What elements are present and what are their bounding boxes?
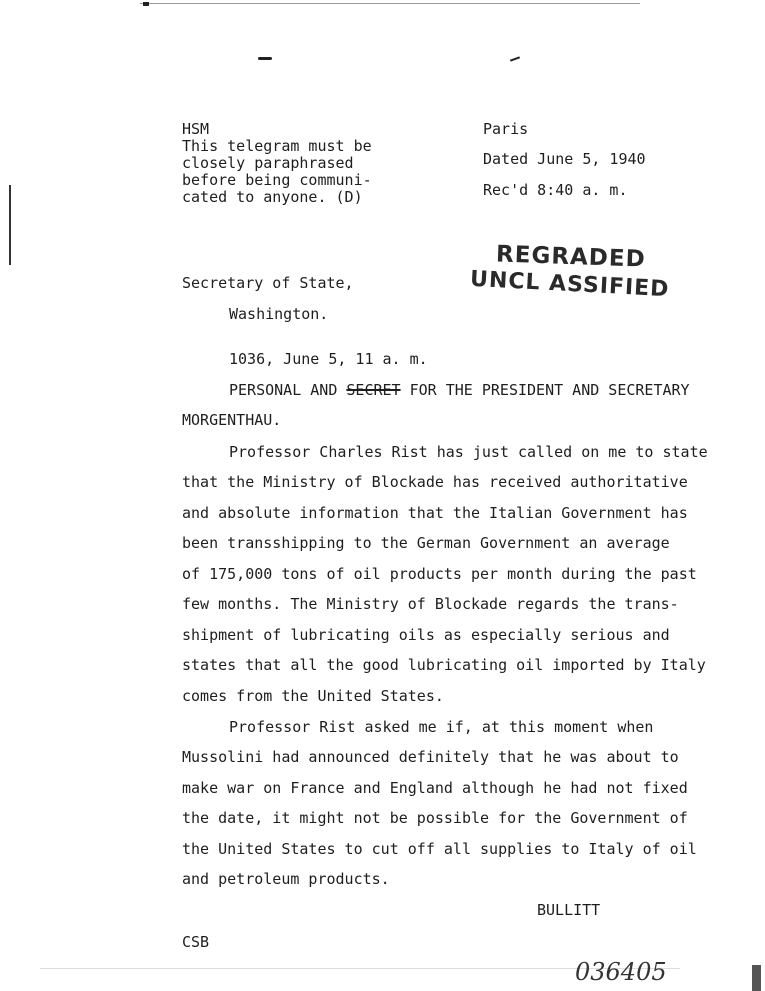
scan-left-edge <box>9 185 11 265</box>
paragraph1-line: comes from the United States. <box>182 687 444 705</box>
paragraph1-line: Professor Charles Rist has just called on me to state <box>229 443 708 461</box>
regraded-stamp-line-2: UNCL ASSIFIED <box>469 266 671 303</box>
paraphrase-note-line-3: before being communi- <box>182 171 372 189</box>
paragraph2-line: Professor Rist asked me if, at this moment when <box>229 718 654 736</box>
subject-prefix: PERSONAL AND <box>229 381 347 399</box>
subject-line-2: MORGENTHAU. <box>182 411 282 429</box>
paragraph1-line: and absolute information that the Italian Government has <box>182 504 688 522</box>
paragraph2-line: make war on France and England although he had not fixed <box>182 779 688 797</box>
paragraph2-line: the United States to cut off all supplies to Italy of oil <box>182 840 697 858</box>
paragraph2-line: and petroleum products. <box>182 870 390 888</box>
paragraph2-line: Mussolini had announced definitely that he was about to <box>182 748 679 766</box>
punch-mark-2 <box>510 56 520 61</box>
addressee-title: Secretary of State, <box>182 274 354 292</box>
dated-line: Dated June 5, 1940 <box>483 150 646 168</box>
paraphrase-note-line-1: This telegram must be <box>182 137 372 155</box>
origin-place: Paris <box>483 120 529 138</box>
punch-mark <box>258 57 272 60</box>
paragraph1-line: states that all the good lubricating oil imported by Italy <box>182 656 706 674</box>
subject-suffix: FOR THE PRESIDENT AND SECRETARY <box>400 381 690 399</box>
regraded-stamp-line-1: REGRADED <box>495 241 647 273</box>
paragraph1-line: shipment of lubricating oils as especially serious and <box>182 626 670 644</box>
scan-right-edge <box>752 965 761 991</box>
received-line: Rec'd 8:40 a. m. <box>483 181 628 199</box>
paragraph1-line: few months. The Ministry of Blockade regards the trans- <box>182 595 679 613</box>
file-number: 036405 <box>575 958 667 986</box>
scan-top-line <box>140 3 640 4</box>
paragraph1-line: been transshipping to the German Government an average <box>182 534 670 552</box>
paragraph1-line: that the Ministry of Blockade has received authoritative <box>182 473 688 491</box>
addressee-city: Washington. <box>229 305 329 323</box>
paragraph2-line: the date, it might not be possible for the Government of <box>182 809 688 827</box>
typist-initials: CSB <box>182 933 210 951</box>
paraphrase-note-line-4: cated to anyone. (D) <box>182 188 363 206</box>
subject-line <box>229 383 690 398</box>
routing-code: HSM <box>182 120 210 138</box>
paraphrase-note-line-2: closely paraphrased <box>182 154 354 172</box>
scan-top-mark <box>143 2 149 6</box>
subject-struck-word: SECRET <box>346 381 401 399</box>
message-reference: 1036, June 5, 11 a. m. <box>229 350 428 368</box>
paragraph1-line: of 175,000 tons of oil products per month during the past <box>182 565 697 583</box>
signature: BULLITT <box>537 901 601 919</box>
